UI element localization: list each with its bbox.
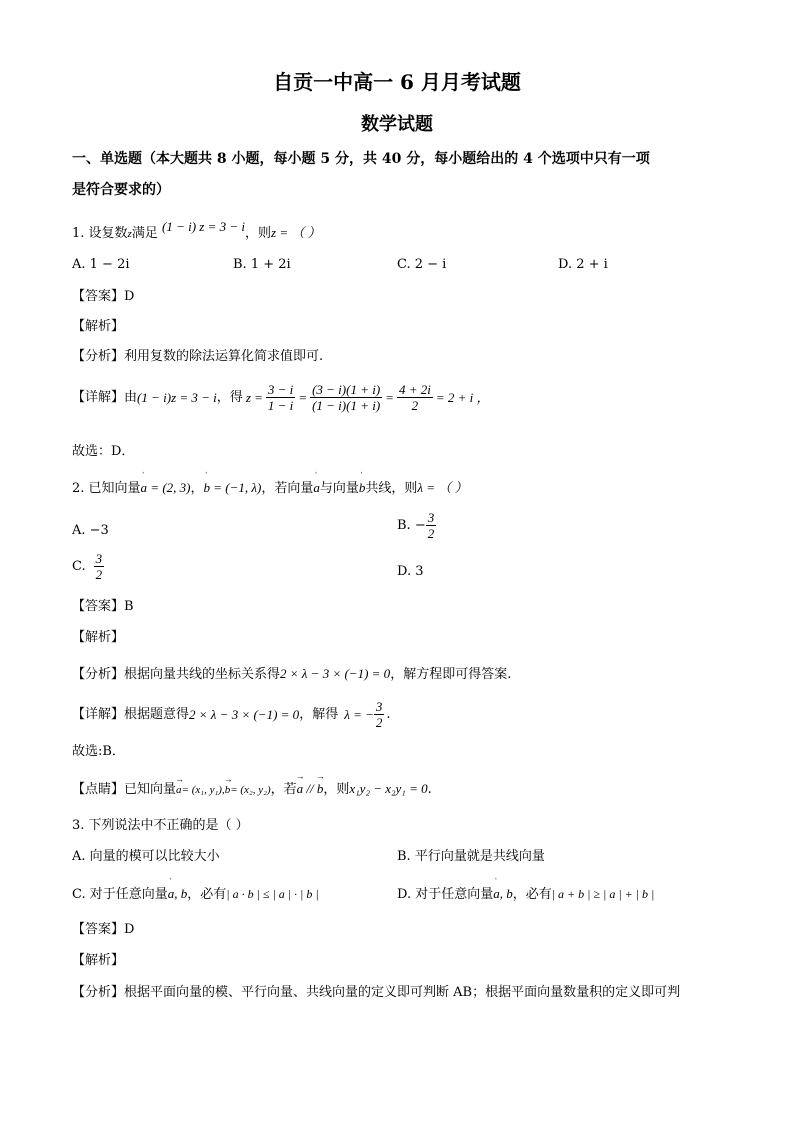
- q2-post2: 与向量: [319, 481, 359, 496]
- q2-note-a: → a: [176, 785, 182, 796]
- q2-note-mid2: ，则: [323, 782, 350, 797]
- q1-detail-eq2: =: [298, 390, 308, 405]
- section-header-line1: 一、单选题（本大题共 8 小题，每小题 5 分，共 40 分，每小题给出的 4 个选项中只有一项: [72, 151, 650, 167]
- q2-lam: λ = （ ）: [417, 480, 468, 495]
- q1-detail-eq3: =: [385, 390, 394, 405]
- q2-note-par-b: → b: [317, 782, 324, 795]
- q1-post: ，则: [245, 226, 272, 241]
- q1-analysis-tag: 【解析】: [72, 319, 125, 334]
- q3-option-c-vec: ˈ a, b: [168, 887, 188, 900]
- q2-note-a-eq: = (x₁, y₁),: [181, 784, 225, 796]
- q2-option-c-num: 3: [95, 551, 103, 566]
- section-header-line2: 是符合要求的）: [72, 182, 170, 198]
- q1-pre: 1. 设复数: [72, 226, 128, 241]
- q2-detail-mid: ，解得: [299, 707, 339, 722]
- q1-choose: 故选：D．: [72, 444, 135, 459]
- q2-note-par: //: [303, 781, 317, 796]
- q2-option-c-den: 2: [95, 567, 103, 582]
- q1-option-d: D. 2 + i: [558, 257, 608, 272]
- q2-note-end: .: [427, 782, 432, 797]
- q2-note-b: → b: [225, 785, 231, 796]
- q2-detail-num: 3: [375, 699, 383, 714]
- q1-fraction-3: [397, 383, 433, 412]
- q3-option-c-eq: | a · b | ≤ | a | · | b |: [226, 887, 319, 901]
- q1-fenxi: [72, 350, 323, 363]
- q2-analysis-tag: 【解析】: [72, 630, 125, 645]
- q2-choose: 故选:B．: [72, 744, 125, 759]
- q1-fraction-2-num: (3 − i)(1 + i): [312, 382, 381, 397]
- q2-option-b-num: 3: [427, 510, 435, 525]
- q1-detail: [72, 383, 490, 412]
- q3-option-c-pre: C. 对于任意向量: [72, 887, 168, 902]
- q2-fenxi-post: ，解方程即可得答案.: [390, 667, 512, 682]
- q2-answer: [72, 600, 134, 613]
- fenxi-tag: 【分析】: [72, 349, 125, 364]
- q3-option-a: A. 向量的模可以比较大小: [72, 849, 220, 864]
- q1-detail-zeq: z =: [245, 390, 263, 405]
- q2-option-c-fraction: [94, 552, 105, 581]
- q2-detail-den: 2: [375, 715, 383, 730]
- q1-answer-value: D: [124, 289, 135, 304]
- q2-pre: 2. 已知向量: [72, 481, 141, 496]
- q2-detail-pre: 根据题意得: [124, 707, 190, 722]
- q1-fraction-1-den: 1 − i: [267, 398, 294, 413]
- q1-post2: z = （ ）: [271, 225, 321, 240]
- q2-fenxi: [72, 667, 511, 681]
- q1-option-a: A. 1 − 2i: [72, 257, 130, 272]
- q2-option-a: A. −3: [72, 523, 109, 538]
- q3-fenxi: [72, 986, 680, 999]
- q2-option-b-den: 2: [427, 526, 435, 541]
- q2-fenxi-pre: 根据向量共线的坐标关系得: [124, 667, 281, 682]
- note-tag: 【点睛】: [72, 782, 125, 797]
- q1-option-c: C. 2 − i: [397, 257, 447, 272]
- detail-tag: 【详解】: [72, 390, 125, 405]
- q1-fraction-3-den: 2: [411, 398, 419, 413]
- q1-answer: [72, 290, 134, 303]
- q1-fraction-1: [266, 383, 295, 412]
- q2-option-d: D. 3: [397, 564, 424, 579]
- answer-tag: 【答案】: [72, 922, 125, 937]
- q3-analysis-tag: 【解析】: [72, 953, 125, 968]
- q2-sep: ，: [190, 481, 204, 496]
- q2-detail-eq: 2 × λ − 3 × (−1) = 0: [189, 707, 300, 722]
- q3-option-b: B. 平行向量就是共线向量: [397, 849, 545, 864]
- q3-option-c: [72, 887, 319, 901]
- q1-detail-eq1: (1 − i)z = 3 − i: [137, 390, 217, 405]
- question-3-stem: 3. 下列说法中不正确的是（ ）: [72, 818, 249, 833]
- q1-detail-mid: ，得: [216, 390, 243, 405]
- q2-option-c: [72, 552, 104, 581]
- q1-mid: 满足: [131, 226, 158, 241]
- q3-option-d-mid: ，必有: [512, 887, 552, 902]
- q2-detail: [72, 700, 391, 729]
- q2-a: ˈ a: [313, 481, 320, 494]
- q2-option-c-label: C.: [72, 559, 86, 574]
- q3-option-d-pre: D. 对于任意向量: [397, 887, 494, 902]
- q3-option-d: [397, 887, 654, 901]
- q2-note-b-eq: = (x₂, y₂): [230, 784, 271, 796]
- q3-fenxi-text: 根据平面向量的模、平行向量、共线向量的定义即可判断 AB；根据平面向量数量积的定义即可判: [124, 985, 681, 1000]
- q2-note-par-a: → a: [297, 782, 304, 795]
- q2-fenxi-eq: 2 × λ − 3 × (−1) = 0: [280, 666, 391, 681]
- q2-b: ˈ b: [359, 481, 366, 494]
- q2-note: [72, 782, 432, 796]
- q1-option-b: B. 1 + 2i: [233, 257, 291, 272]
- q1-fraction-2: [310, 383, 382, 412]
- q2-post3: 共线，则: [365, 481, 418, 496]
- q1-detail-end: = 2 + i ，: [435, 390, 490, 405]
- q2-detail-end: .: [386, 707, 391, 722]
- page-title: 自贡一中高一 6 月月考试题: [273, 70, 521, 94]
- q2-option-b-label: B. −: [397, 518, 426, 533]
- q2-note-mid: ，若: [270, 782, 297, 797]
- q1-fraction-1-num: 3 − i: [267, 382, 294, 397]
- question-2-stem: [72, 481, 468, 495]
- q1-detail-pre: 由: [124, 390, 138, 405]
- answer-tag: 【答案】: [72, 599, 125, 614]
- page-subtitle: 数学试题: [361, 114, 433, 135]
- q2-b-eq: ˈ b = (−1, λ): [204, 481, 262, 494]
- q2-note-eq: x₁y₂ − x₂y₁ = 0: [349, 781, 428, 796]
- q3-option-d-vec: ˈ a, b: [493, 887, 513, 900]
- q2-detail-lam: λ = −: [344, 707, 374, 722]
- q3-option-c-mid: ，必有: [187, 887, 227, 902]
- q1-fraction-3-num: 4 + 2i: [398, 382, 431, 397]
- q1-z: z: [127, 228, 132, 240]
- q1-fraction-2-den: (1 − i)(1 + i): [312, 398, 381, 413]
- q2-option-b: [397, 511, 436, 540]
- q2-option-b-fraction: [426, 511, 437, 540]
- q2-answer-value: B: [124, 599, 134, 614]
- q1-equation: (1 − i) z = 3 − i: [161, 219, 245, 234]
- fenxi-tag: 【分析】: [72, 667, 125, 682]
- detail-tag: 【详解】: [72, 707, 125, 722]
- q1-fenxi-text: 利用复数的除法运算化简求值即可.: [124, 349, 324, 364]
- answer-tag: 【答案】: [72, 289, 125, 304]
- q2-note-pre: 已知向量: [124, 782, 177, 797]
- q2-a-eq: ˈ a = (2, 3): [141, 481, 191, 494]
- q2-detail-fraction: [374, 700, 385, 729]
- question-1-stem: [72, 219, 321, 241]
- q3-answer-value: D: [124, 922, 135, 937]
- q3-answer: [72, 923, 134, 936]
- fenxi-tag: 【分析】: [72, 985, 125, 1000]
- q2-post1: ，若向量: [261, 481, 314, 496]
- q3-option-d-eq: | a + b | ≥ | a | + | b |: [551, 887, 655, 901]
